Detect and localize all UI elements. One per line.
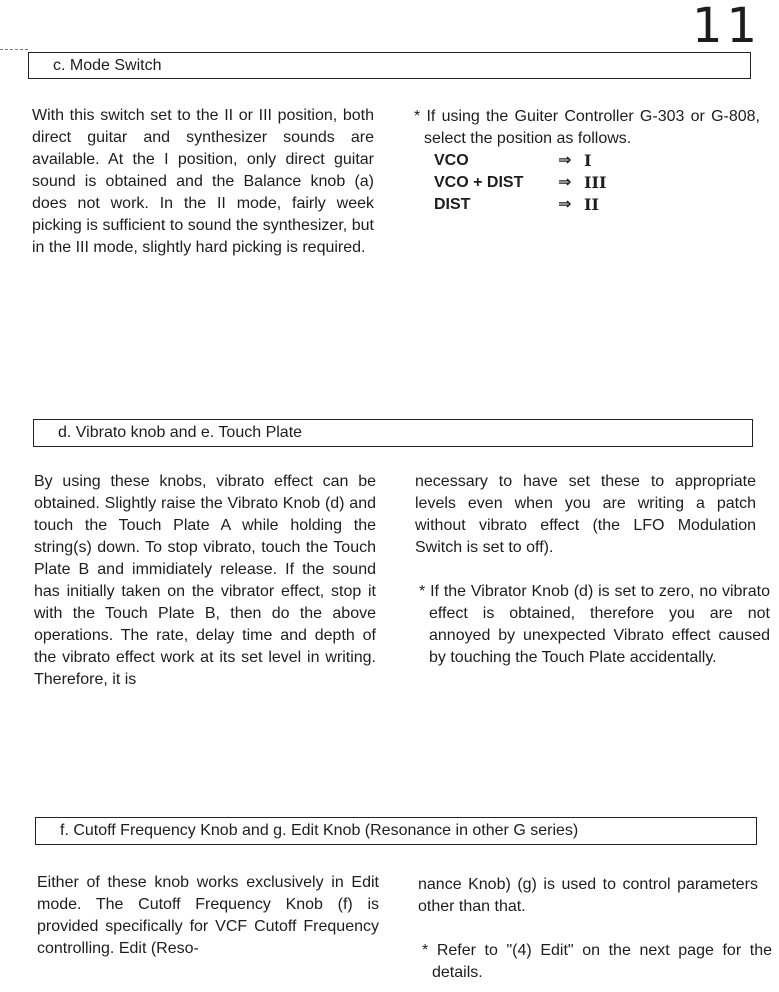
arrow-icon: ⇒ (558, 174, 572, 191)
mapping-row (434, 194, 606, 216)
section-header-mode-switch (28, 52, 751, 79)
section-title: f. Cutoff Frequency Knob and g. Edit Knob (Resonance in other G series) (60, 822, 579, 839)
mapping-row (434, 150, 606, 172)
mapping-key: VCO (434, 152, 469, 169)
mapping-key: DIST (434, 196, 471, 213)
section-header-vibrato (33, 419, 753, 447)
mode-switch-description: With this switch set to the II or III position, both direct guitar and synthesizer sounds are available. At the I position, only direct guitar sound is obtained and the Balance knob (a) does not work. In the II mode, fairly week picking is sufficient to sound the synthesizer, but in the III mode, slightly hard picking is required. (32, 107, 374, 256)
vibrato-description-left: By using these knobs, vibrato effect can be obtained. Slightly raise the Vibrato Knob (d) and touch the Touch Plate A while holding the string(s) down. To stop vibrato, touch the Touch Plate B and immidiately release. If the sound has initially taken on the vibrator effect, stop it with the Touch Plate B, then do the above operations. The rate, delay time and depth of the vibrato effect work at its set level in writing. Therefore, it is (34, 473, 376, 688)
mapping-value: I (584, 151, 592, 170)
mapping-row (434, 172, 606, 194)
vibrato-description-right: necessary to have set these to appropriate levels even when you are writing a patch without vibrato effect (the LFO Modulation Switch is set to off). (415, 473, 756, 556)
mapping-value: III (584, 173, 607, 192)
cutoff-description-left: Either of these knob works exclusively in Edit mode. The Cutoff Frequency Knob (f) is provided specifically for VCF Cutoff Frequency controlling. Edit (Reso- (37, 874, 379, 957)
mode-switch-guitar-note: * If using the Guiter Controller G-303 or G-808, select the position as follows. (414, 108, 760, 147)
arrow-icon: ⇒ (558, 152, 572, 169)
position-mapping-table (434, 150, 606, 216)
vibrato-zero-note: * If the Vibrator Knob (d) is set to zero, no vibrato effect is obtained, therefore you are not annoyed by unexpected Vibrato effect caused by touching the Touch Plate accidentally. (419, 583, 770, 666)
mapping-key: VCO + DIST (434, 174, 524, 191)
section-header-cutoff (35, 817, 757, 845)
section-title: d. Vibrato knob and e. Touch Plate (58, 424, 303, 441)
arrow-icon: ⇒ (558, 196, 572, 213)
edit-reference-note: * Refer to "(4) Edit" on the next page for the details. (422, 942, 772, 981)
mapping-value: II (584, 195, 599, 214)
top-rule (0, 49, 28, 50)
cutoff-description-right: nance Knob) (g) is used to control parameters other than that. (418, 876, 758, 915)
section-title: c. Mode Switch (53, 56, 162, 74)
page-number: 11 (692, 0, 762, 54)
